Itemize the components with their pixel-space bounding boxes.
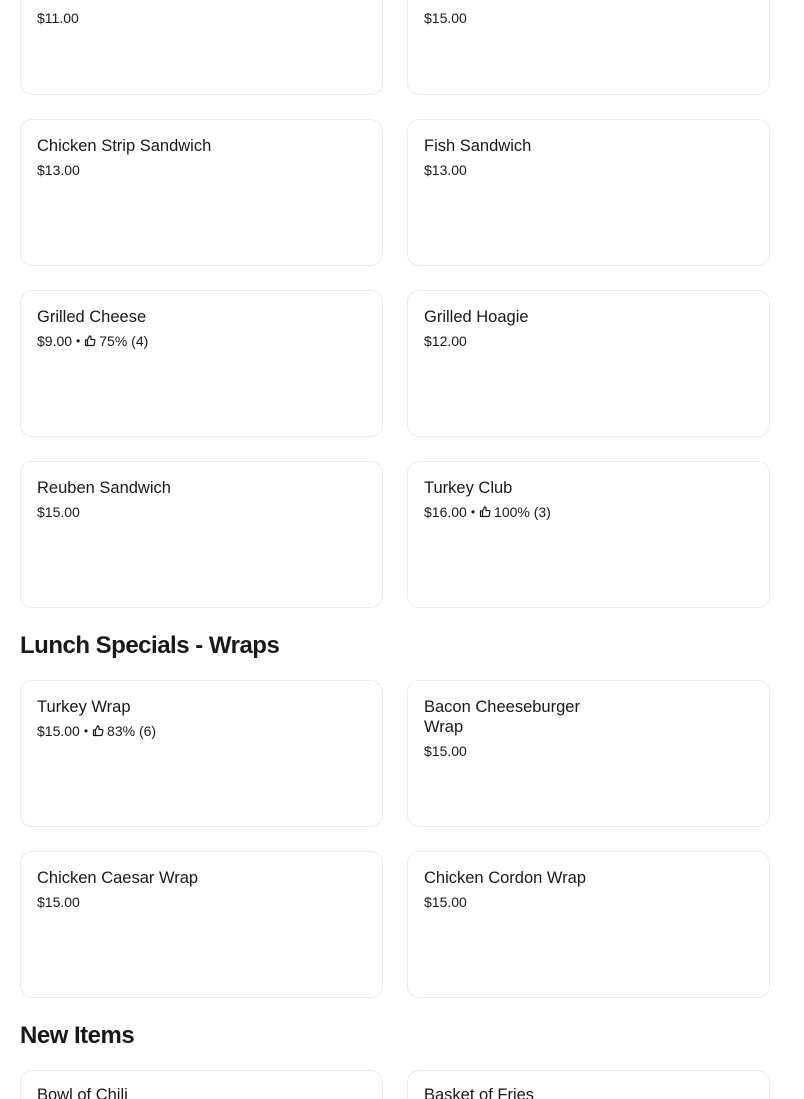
item-name: Chicken Cordon Wrap: [424, 869, 587, 887]
item-name: Turkey Wrap: [37, 698, 131, 716]
item-meta: [424, 742, 753, 760]
item-price: $15.00: [424, 10, 467, 26]
item-price: $11.00: [37, 10, 79, 26]
item-name: Grilled Hoagie: [424, 308, 529, 326]
item-rating: 83% (6): [107, 723, 157, 739]
menu-item-card[interactable]: [20, 119, 383, 266]
item-price: $15.00: [424, 743, 467, 759]
menu-item-card[interactable]: [407, 680, 770, 827]
item-rating: 75% (4): [99, 333, 149, 349]
item-meta: [424, 9, 753, 27]
menu-item-card[interactable]: [20, 0, 383, 95]
item-price: $13.00: [37, 162, 80, 178]
item-meta: [37, 722, 366, 740]
item-price: $16.00: [424, 504, 467, 520]
item-name: Chicken Strip Sandwich: [37, 137, 212, 155]
item-meta: [424, 161, 753, 179]
item-name: Grilled Cheese: [37, 308, 147, 326]
menu-item-card[interactable]: [20, 461, 383, 608]
item-name: Turkey Club: [424, 479, 513, 497]
item-meta: [37, 332, 366, 350]
item-name: Basket of Fries: [424, 1086, 535, 1099]
menu-item-card[interactable]: [20, 1070, 383, 1099]
item-meta: [424, 332, 753, 350]
item-price: $15.00: [37, 723, 80, 739]
menu-item-card[interactable]: [20, 851, 383, 998]
item-name: Fish Sandwich: [424, 137, 532, 155]
thumbs-up-icon: [84, 335, 96, 347]
section-title-new-items: New Items: [20, 1022, 135, 1049]
item-name: Reuben Sandwich: [37, 479, 171, 497]
item-name: Bacon Cheeseburger Wrap: [424, 698, 580, 736]
separator-dot: •: [83, 724, 89, 738]
item-meta: [37, 503, 366, 521]
menu-item-card[interactable]: [20, 290, 383, 437]
menu-item-card[interactable]: [20, 680, 383, 827]
menu-item-card[interactable]: [407, 119, 770, 266]
item-price: $15.00: [37, 504, 80, 520]
item-price: $9.00: [37, 333, 73, 349]
item-rating: 100% (3): [494, 504, 551, 520]
section-title-wraps: Lunch Specials - Wraps: [20, 632, 280, 659]
item-meta: [37, 161, 366, 179]
menu-item-card[interactable]: [407, 290, 770, 437]
item-meta: [37, 9, 366, 27]
menu-item-card[interactable]: [407, 1070, 770, 1099]
item-price: $13.00: [424, 162, 467, 178]
item-price: $15.00: [37, 894, 80, 910]
item-name: Bowl of Chili: [37, 1086, 128, 1099]
item-price: $12.00: [424, 333, 467, 349]
item-name: Chicken Caesar Wrap: [37, 869, 199, 887]
item-price: $15.00: [424, 894, 467, 910]
menu-item-card[interactable]: [407, 0, 770, 95]
menu-item-card[interactable]: [407, 851, 770, 998]
item-meta: [37, 893, 366, 911]
separator-dot: •: [470, 505, 476, 519]
thumbs-up-icon: [479, 506, 491, 518]
item-meta: [424, 893, 753, 911]
thumbs-up-icon: [92, 725, 104, 737]
separator-dot: •: [76, 334, 81, 348]
menu-item-card[interactable]: [407, 461, 770, 608]
item-meta: [424, 503, 753, 521]
